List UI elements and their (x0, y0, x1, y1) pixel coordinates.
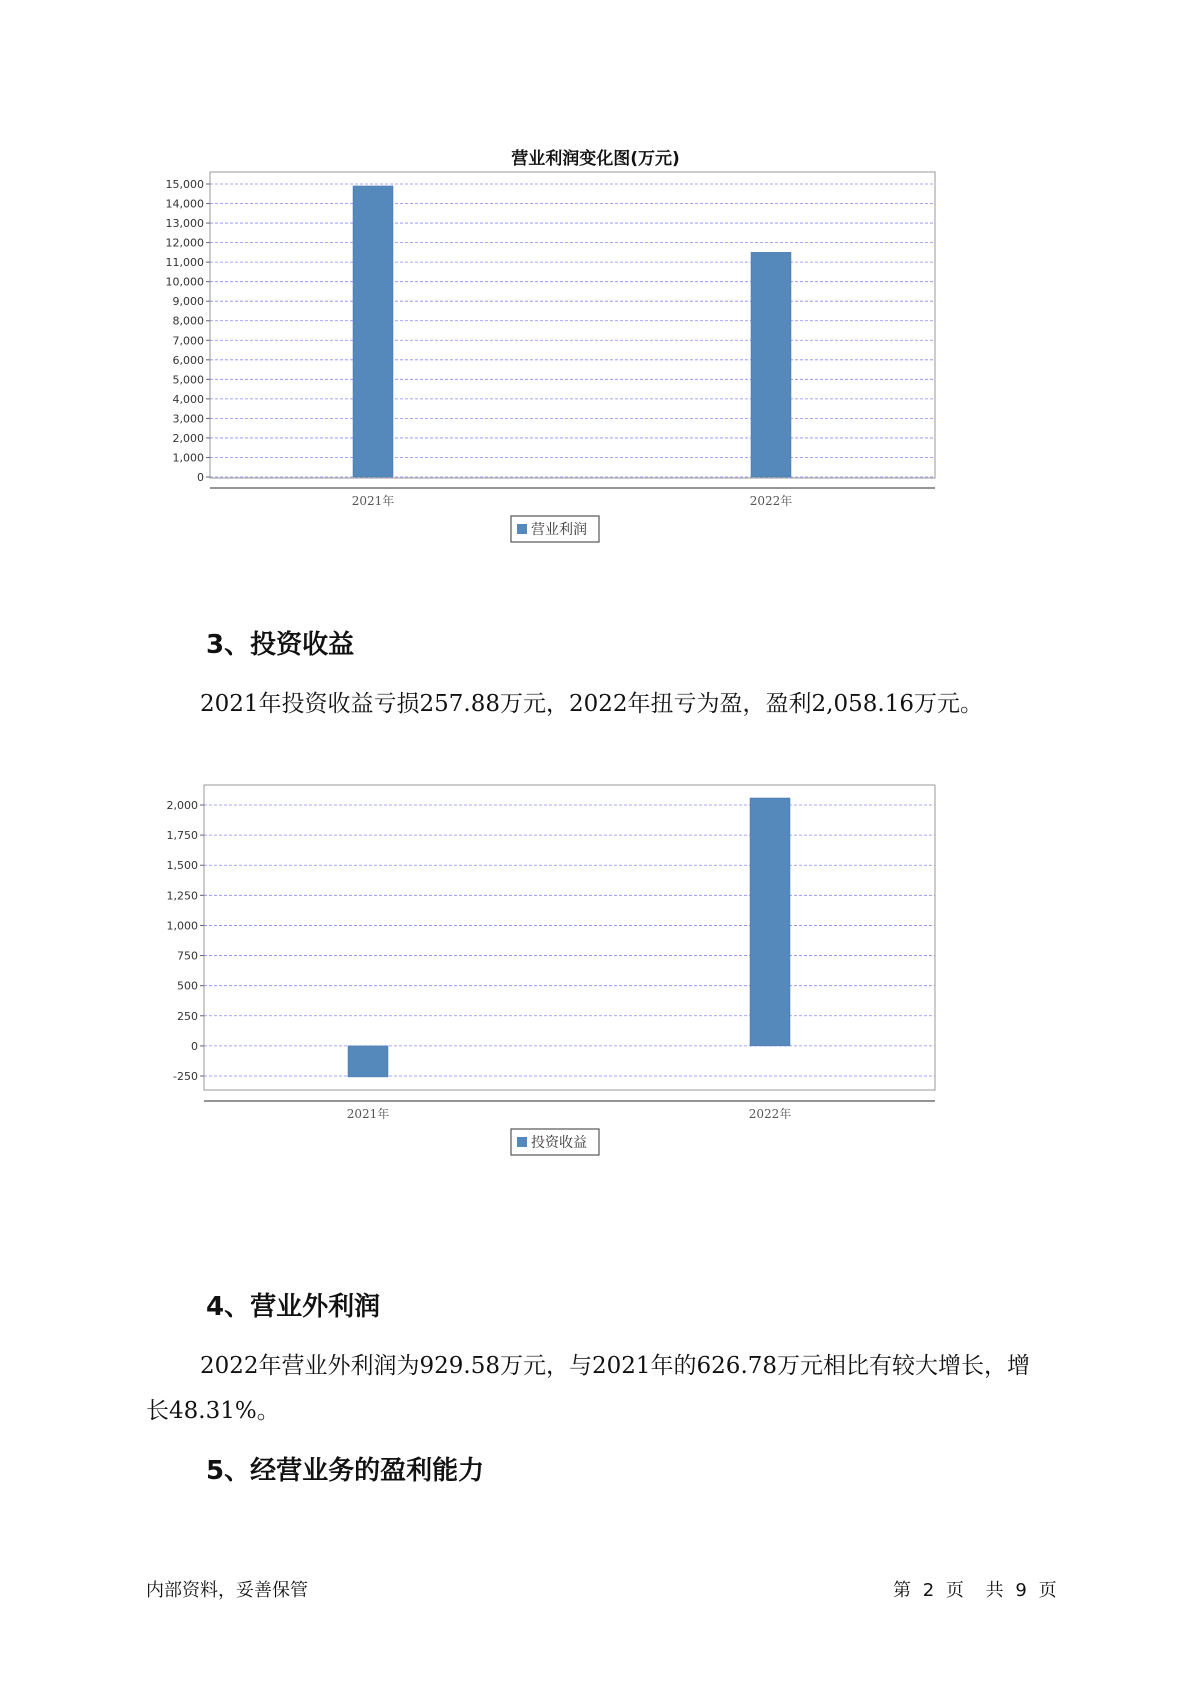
footer-page-mid: 页 (945, 1580, 964, 1601)
y-tick-label: 500 (177, 979, 198, 993)
category-label: 2022年 (748, 1107, 792, 1121)
operating-profit-chart (0, 170, 1191, 640)
y-tick-label: 15,000 (165, 178, 204, 191)
plot-area (210, 172, 935, 478)
y-tick-label: 2,000 (172, 431, 204, 445)
footer-page-number: 2 (922, 1580, 935, 1601)
y-tick-label: 750 (177, 949, 198, 963)
y-tick-label: 1,500 (166, 859, 198, 873)
y-tick-label: 0 (191, 1039, 198, 1053)
plot-area (204, 785, 935, 1090)
category-label: 2022年 (749, 494, 793, 508)
footer-total-pages: 9 (1015, 1580, 1027, 1601)
y-tick-label: 0 (197, 471, 204, 484)
y-tick-label: 4,000 (172, 392, 204, 406)
footer-confidential-note: 内部资料，妥善保管 (146, 1580, 308, 1601)
y-tick-label: 1,000 (166, 919, 198, 933)
y-tick-label: 11,000 (165, 256, 204, 270)
y-tick-label: 5,000 (172, 373, 204, 387)
category-label: 2021年 (346, 1107, 390, 1121)
y-tick-label: -250 (173, 1070, 198, 1083)
y-tick-label: 7,000 (172, 334, 204, 348)
y-tick-label: 14,000 (165, 197, 204, 211)
y-tick-label: 8,000 (172, 314, 204, 328)
y-tick-label: 1,750 (166, 829, 198, 843)
y-tick-label: 1,000 (172, 451, 204, 465)
section-heading-business-profitability: 5、经营业务的盈利能力 (206, 1456, 485, 1486)
y-tick-label: 250 (177, 1009, 198, 1023)
bar-2022年 (750, 798, 790, 1046)
legend (511, 516, 599, 542)
y-tick-label: 2,000 (166, 799, 198, 812)
legend-swatch (517, 1137, 527, 1147)
footer-total-prefix: 共 (985, 1580, 1004, 1601)
bar-2022年 (751, 252, 791, 477)
y-tick-label: 3,000 (172, 412, 204, 426)
paragraph-non-operating: 2022年营业外利润为929.58万元，与2021年的626.78万元相比有较大增长，增长48.31%。 (146, 1353, 1031, 1424)
bar-2021年 (348, 1046, 388, 1077)
chart-title-operating-profit: 营业利润变化图(万元) (511, 149, 680, 169)
investment-income-chart (0, 799, 1191, 1250)
y-tick-label: 13,000 (165, 217, 204, 231)
y-tick-label: 10,000 (165, 275, 204, 289)
legend (511, 1129, 599, 1155)
legend-swatch (517, 524, 527, 534)
y-tick-label: 9,000 (172, 295, 204, 309)
y-tick-label: 6,000 (172, 353, 204, 367)
legend-label: 营业利润 (531, 522, 587, 538)
bar-2021年 (353, 186, 393, 477)
footer-page-prefix: 第 (893, 1580, 911, 1601)
y-tick-label: 12,000 (165, 236, 204, 250)
footer-page-indicator (893, 1576, 1063, 1602)
category-label: 2021年 (351, 494, 395, 508)
paragraph-investment: 2021年投资收益亏损257.88万元，2022年扭亏为盈，盈利2,058.16万元。 (200, 691, 983, 717)
section-heading-non-operating: 4、营业外利润 (206, 1292, 381, 1322)
legend-label: 投资收益 (531, 1135, 587, 1151)
section-heading-investment: 3、投资收益 (206, 630, 355, 660)
y-tick-label: 1,250 (166, 889, 198, 903)
footer-page-suffix: 页 (1038, 1580, 1057, 1601)
